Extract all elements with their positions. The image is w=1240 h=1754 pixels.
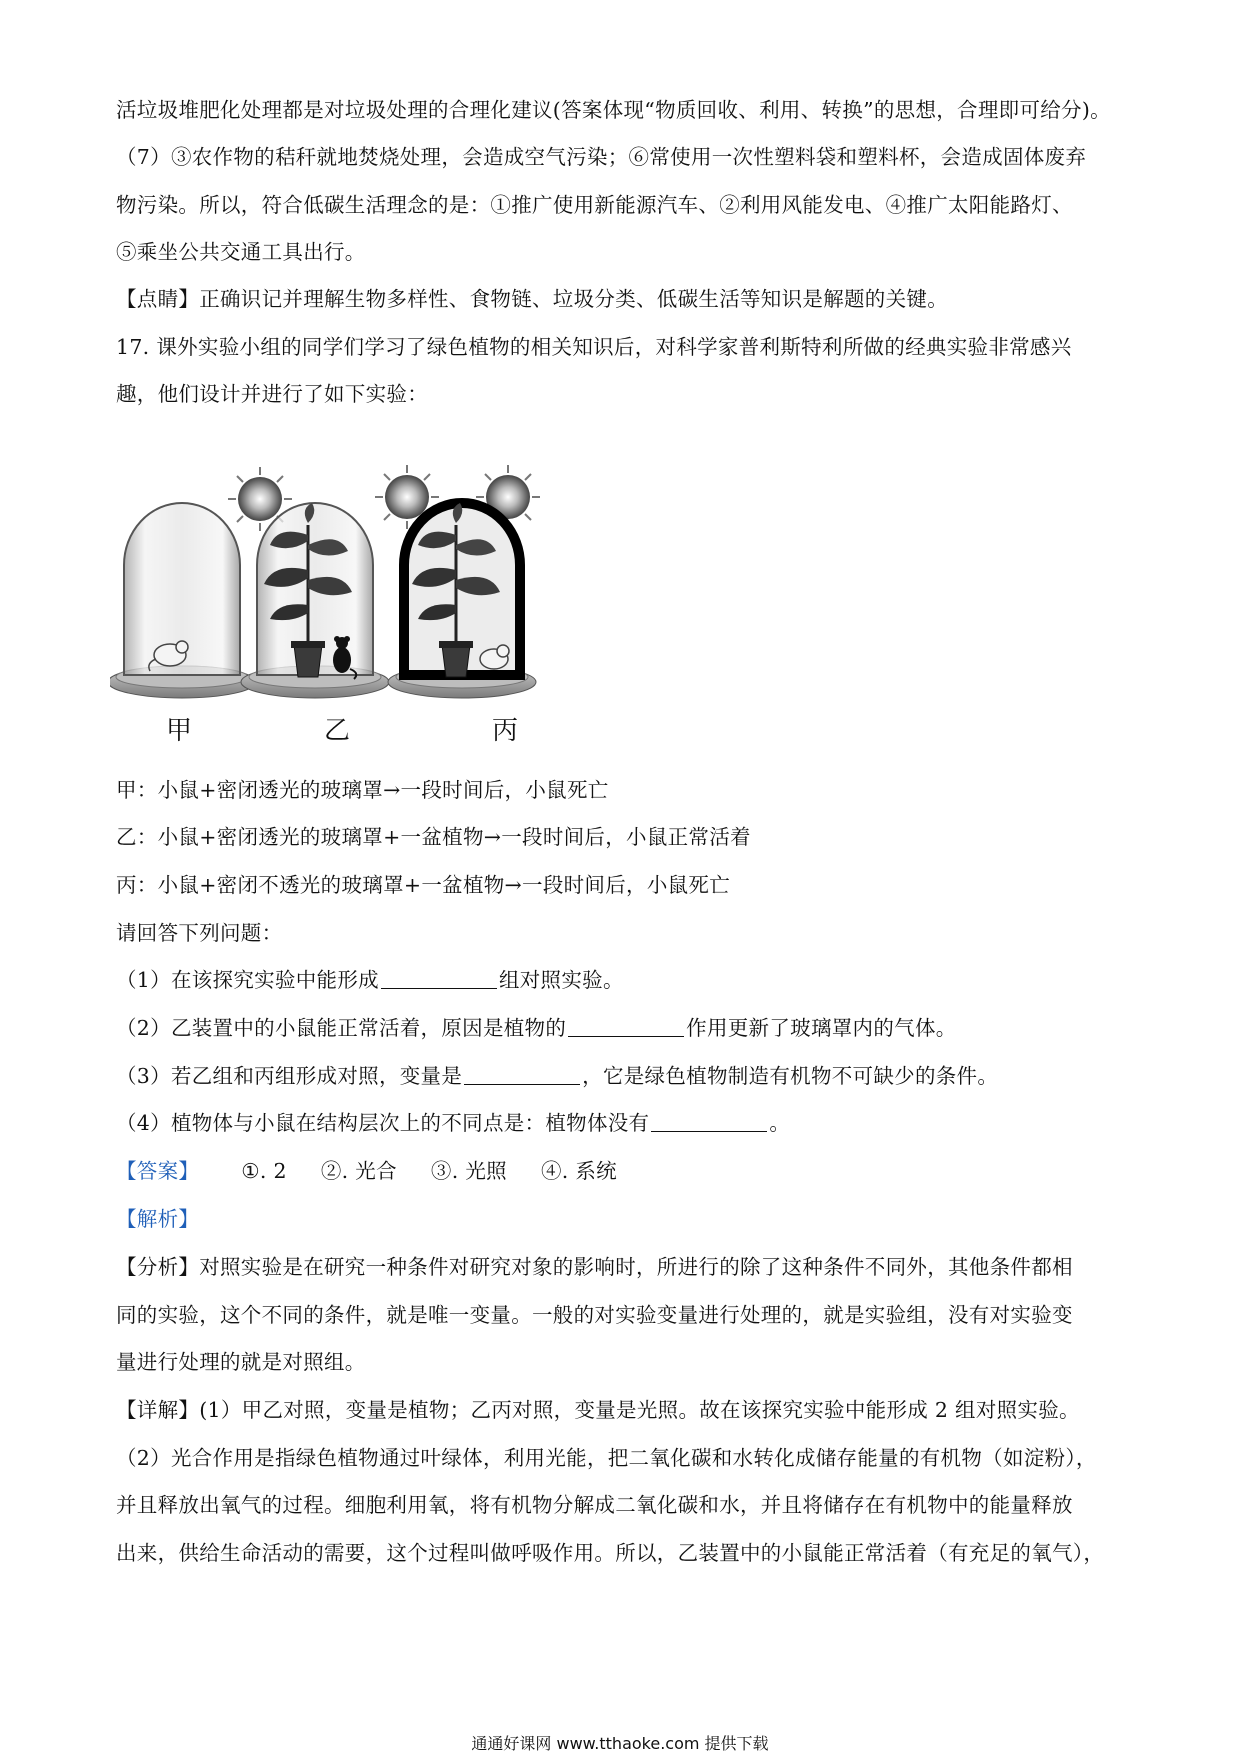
condition-bing: 丙：小鼠+密闭不透光的玻璃罩+一盆植物→一段时间后，小鼠死亡	[116, 873, 731, 897]
dianjing-line: 【点睛】正确识记并理解生物多样性、食物链、垃圾分类、低碳生活等知识是解题的关键。	[116, 287, 948, 311]
question-4-text-end: 。	[769, 1111, 791, 1135]
answer-blank-3[interactable]	[464, 1064, 580, 1085]
figure-label-yi: 乙	[324, 716, 351, 746]
question-3-text-end: ，它是绿色植物制造有机物不可缺少的条件。	[582, 1064, 999, 1088]
analysis-line-1: 【分析】对照实验是在研究一种条件对研究对象的影响时，所进行的除了这种条件不同外，其他条件都相	[116, 1255, 1073, 1279]
question-3-text: （3）若乙组和丙组形成对照，变量是	[116, 1064, 463, 1088]
question-prompt: 请回答下列问题：	[116, 921, 283, 945]
answer-item-4: ④. 系统	[540, 1159, 617, 1183]
answer-label: 【答案】	[116, 1159, 200, 1183]
question-1	[116, 966, 624, 994]
answer-blank-2[interactable]	[568, 1016, 684, 1037]
page-footer: 通通好课网 www.tthaoke.com 提供下载	[471, 1734, 769, 1753]
glass-jar-jia	[110, 503, 256, 698]
question-1-text-end: 组对照实验。	[498, 968, 624, 992]
answer-blank-1[interactable]	[381, 968, 497, 989]
answer-item-2: ②. 光合	[320, 1159, 397, 1183]
opaque-jar-bing	[388, 503, 536, 698]
figure-label-bing: 丙	[492, 716, 519, 746]
analysis-label: 【解析】	[116, 1207, 200, 1231]
answer-line	[116, 1157, 651, 1185]
condition-yi: 乙：小鼠+密闭透光的玻璃罩+一盆植物→一段时间后，小鼠正常活着	[116, 825, 751, 849]
question-2	[116, 1014, 957, 1042]
question-4	[116, 1109, 790, 1137]
answer-item-1: ①. 2	[241, 1159, 287, 1183]
text-line-2: （7）③农作物的秸秆就地焚烧处理，会造成空气污染；⑥常使用一次性塑料袋和塑料杯，会造成固体废弃	[116, 145, 1087, 169]
analysis-line-5: （2）光合作用是指绿色植物通过叶绿体，利用光能，把二氧化碳和水转化成储存能量的有机物（如淀粉），	[116, 1446, 1097, 1470]
analysis-line-4: 【详解】(1）甲乙对照，变量是植物；乙丙对照，变量是光照。故在该探究实验中能形成 2 组对照实验。	[116, 1398, 1080, 1422]
question-2-text-end: 作用更新了玻璃罩内的气体。	[686, 1016, 957, 1040]
analysis-line-3: 量进行处理的就是对照组。	[116, 1350, 366, 1374]
analysis-line-2: 同的实验，这个不同的条件，就是唯一变量。一般的对实验变量进行处理的，就是实验组，没有对实验变	[116, 1303, 1073, 1327]
answer-blank-4[interactable]	[651, 1111, 767, 1132]
text-line-4: ⑤乘坐公共交通工具出行。	[116, 240, 366, 264]
question-17-stem: 17. 课外实验小组的同学们学习了绿色植物的相关知识后，对科学家普利斯特利所做的经典实验非常感兴	[116, 335, 1072, 359]
answer-item-3: ③. 光照	[430, 1159, 507, 1183]
question-4-text: （4）植物体与小鼠在结构层次上的不同点是：植物体没有	[116, 1111, 650, 1135]
text-line-3: 物污染。所以，符合低碳生活理念的是：①推广使用新能源汽车、②利用风能发电、④推广太阳能路灯、	[116, 193, 1073, 217]
question-3	[116, 1062, 998, 1090]
question-17-stem-cont: 趣，他们设计并进行了如下实验：	[116, 382, 428, 406]
text-line-1: 活垃圾堆肥化处理都是对垃圾处理的合理化建议(答案体现“物质回收、利用、转换”的思想，合理即可给分)。	[116, 98, 1111, 122]
question-1-text: （1）在该探究实验中能形成	[116, 968, 379, 992]
condition-jia: 甲：小鼠+密闭透光的玻璃罩→一段时间后，小鼠死亡	[116, 778, 609, 802]
glass-jar-yi	[241, 503, 389, 698]
analysis-line-6: 并且释放出氧气的过程。细胞利用氧，将有机物分解成二氧化碳和水，并且将储存在有机物中的能量释放	[116, 1493, 1073, 1517]
question-2-text: （2）乙装置中的小鼠能正常活着，原因是植物的	[116, 1016, 567, 1040]
analysis-line-7: 出来，供给生命活动的需要，这个过程叫做呼吸作用。所以，乙装置中的小鼠能正常活着（有充足的氧气），	[116, 1541, 1105, 1565]
figure-label-jia: 甲	[166, 716, 193, 746]
